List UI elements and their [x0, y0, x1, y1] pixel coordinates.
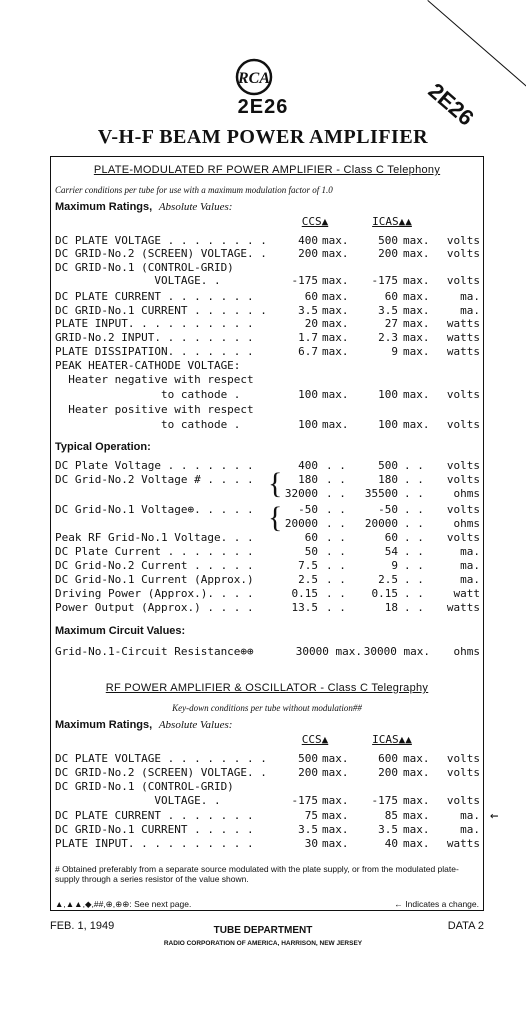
typ-row-unit: volts — [446, 473, 480, 486]
sec1-row-ccs: -175 — [291, 274, 318, 287]
sec1-row-max: max. — [403, 418, 430, 431]
sec2-row-max: max. — [403, 837, 430, 850]
typ-row-dots: . . — [326, 601, 346, 614]
sec1-row-max: max. — [322, 274, 349, 287]
sec1-row-icas: 100 — [378, 418, 398, 431]
sec1-circ-heading: Maximum Circuit Values: — [55, 625, 186, 637]
typ-row-dots: . . — [404, 559, 424, 572]
typ-row-unit: volts — [446, 531, 480, 544]
sec1-row-icas: 60 — [384, 290, 398, 303]
sec1-row-label: PEAK HEATER-CATHODE VOLTAGE: — [55, 359, 241, 372]
typ-row-unit: ma. — [460, 545, 480, 558]
sec2-row-unit: volts — [446, 766, 480, 779]
sec1-row-ccs: 100 — [298, 418, 318, 431]
typ-row-dots: . . — [404, 487, 424, 500]
sec1-row-ccs: 60 — [304, 290, 318, 303]
sec1-col-icas: ICAS▲▲ — [372, 215, 412, 228]
sec1-row-max: max. — [403, 331, 430, 344]
sec2-col-ccs: CCS▲ — [301, 733, 329, 746]
typ-row-label: DC Plate Voltage . . . . . . . — [55, 459, 254, 472]
sec2-row-ccs: 200 — [298, 766, 318, 779]
typ-row-ccs: 7.5 — [298, 559, 318, 572]
sec1-row-max: max. — [322, 234, 349, 247]
typ-row-unit: watt — [453, 587, 480, 600]
typ-row-dots: . . — [326, 487, 346, 500]
typ-row-unit: watts — [446, 601, 480, 614]
typ-row-icas: 0.15 — [371, 587, 398, 600]
sec1-row-unit: volts — [446, 247, 480, 260]
sec1-title: PLATE-MODULATED RF POWER AMPLIFIER - Class C Telephony — [93, 164, 441, 176]
sec2-row-unit: ma. — [460, 823, 480, 836]
typ-row-icas: 35500 — [364, 487, 398, 500]
typ-row-label: DC Grid-No.1 Current (Approx.) — [55, 573, 254, 586]
sec1-row-icas: 9 — [391, 345, 398, 358]
sec1-row-label: PLATE DISSIPATION. . . . . . . — [55, 345, 254, 358]
sec1-row-label: Heater positive with respect — [55, 403, 254, 416]
typ-row-dots: . . — [404, 531, 424, 544]
sec2-row-max: max. — [322, 809, 349, 822]
typ-row-label: DC Grid-No.2 Voltage # . . . . — [55, 473, 254, 486]
sec1-row-max: max. — [403, 274, 430, 287]
sec1-max-heading: Maximum Ratings, Absolute Values: — [55, 201, 233, 213]
sec1-row-max: max. — [322, 304, 349, 317]
sec1-row-max: max. — [322, 247, 349, 260]
sec1-row-max: max. — [403, 304, 430, 317]
sec1-row-unit: watts — [446, 317, 480, 330]
typ-row-ccs: 400 — [298, 459, 318, 472]
typ-row-icas: 9 — [391, 559, 398, 572]
sec1-row-label: DC PLATE CURRENT . . . . . . . — [55, 290, 254, 303]
see-next-note: ▲,▲▲,◆,##,⊕,⊕⊕: See next page. — [55, 899, 192, 909]
corner-line — [427, 0, 526, 93]
typ-row-ccs: 0.15 — [291, 587, 318, 600]
sec2-row-label: DC GRID-No.2 (SCREEN) VOLTAGE. . — [55, 766, 267, 779]
sec2-row-max: max. — [403, 794, 430, 807]
typ-row-ccs: 32000 — [284, 487, 318, 500]
footer-dept: TUBE DEPARTMENT — [213, 925, 313, 936]
sec1-circ-icas: 30000 max. — [363, 645, 430, 658]
sec1-row-ccs: 100 — [298, 388, 318, 401]
typ-row-label: Power Output (Approx.) . . . . — [55, 601, 254, 614]
page-title: V-H-F BEAM POWER AMPLIFIER — [97, 126, 429, 148]
sec1-row-max: max. — [322, 317, 349, 330]
sec2-row-max: max. — [322, 823, 349, 836]
sec2-row-max: max. — [403, 766, 430, 779]
sec2-row-max: max. — [403, 809, 430, 822]
sec1-row-label: to cathode . — [55, 388, 241, 401]
change-note: ← Indicates a change. — [394, 899, 479, 909]
sec2-max-heading: Maximum Ratings, Absolute Values: — [55, 719, 233, 731]
typ-row-dots: . . — [404, 517, 424, 530]
typ-row-icas: 20000 — [364, 517, 398, 530]
sec2-row-max: max. — [322, 752, 349, 765]
typ-row-icas: 2.5 — [378, 573, 398, 586]
typ-row-dots: . . — [404, 545, 424, 558]
sec2-row-ccs: 500 — [298, 752, 318, 765]
sec1-row-ccs: 1.7 — [298, 331, 318, 344]
sec1-row-max: max. — [322, 290, 349, 303]
typ-row-dots: . . — [404, 587, 424, 600]
typ-row-dots: . . — [326, 573, 346, 586]
sec1-row-ccs: 20 — [304, 317, 318, 330]
sec2-row-label: DC GRID-No.1 CURRENT . . . . . — [55, 823, 254, 836]
typ-row-unit: ohms — [453, 487, 480, 500]
sec1-row-icas: 500 — [378, 234, 398, 247]
sec1-row-max: max. — [322, 388, 349, 401]
typ-row-dots: . . — [404, 503, 424, 516]
sec1-row-icas: 200 — [378, 247, 398, 260]
sec1-circ-label: Grid-No.1-Circuit Resistance⊕⊕ — [55, 645, 254, 658]
sec2-col-icas: ICAS▲▲ — [372, 733, 412, 746]
sec2-row-label: PLATE INPUT. . . . . . . . . . — [55, 837, 254, 850]
typ-row-dots: . . — [326, 517, 346, 530]
typ-row-unit: volts — [446, 459, 480, 472]
typ-row-ccs: 20000 — [284, 517, 318, 530]
typ-row-label: Peak RF Grid-No.1 Voltage. . . — [55, 531, 254, 544]
sec1-typ-heading: Typical Operation: — [55, 441, 151, 453]
typ-row-dots: . . — [326, 545, 346, 558]
sec1-row-icas: 27 — [384, 317, 398, 330]
sec2-row-max: max. — [403, 823, 430, 836]
sec1-row-unit: volts — [446, 234, 480, 247]
typ-row-label: DC Grid-No.2 Current . . . . . — [55, 559, 254, 572]
footer-date: FEB. 1, 1949 — [50, 920, 115, 932]
sec2-row-ccs: 3.5 — [298, 823, 318, 836]
typ-row-ccs: -50 — [298, 503, 318, 516]
typ-row-unit: volts — [446, 503, 480, 516]
sec1-row-label: DC GRID-No.1 (CONTROL-GRID) — [55, 261, 234, 274]
tube-id: 2E26 — [237, 96, 289, 118]
typ-row-icas: 500 — [378, 459, 398, 472]
sec1-row-label: GRID-No.2 INPUT. . . . . . . . — [55, 331, 254, 344]
sec2-row-icas: 600 — [378, 752, 398, 765]
sec1-row-max: max. — [403, 234, 430, 247]
sec1-row-unit: watts — [446, 345, 480, 358]
sec1-row-label: DC GRID-No.2 (SCREEN) VOLTAGE. . — [55, 247, 267, 260]
sec2-row-unit: volts — [446, 794, 480, 807]
sec1-row-label: DC GRID-No.1 CURRENT . . . . . . — [55, 304, 267, 317]
sec1-row-label: Heater negative with respect — [55, 373, 254, 386]
typ-row-dots: . . — [404, 601, 424, 614]
brace-1: { — [268, 467, 283, 500]
sec2-row-max: max. — [322, 837, 349, 850]
sec1-row-max: max. — [403, 290, 430, 303]
typ-row-ccs: 60 — [304, 531, 318, 544]
sec1-row-max: max. — [403, 388, 430, 401]
typ-row-icas: 60 — [384, 531, 398, 544]
typ-row-ccs: 180 — [298, 473, 318, 486]
sec1-row-unit: volts — [446, 418, 480, 431]
sec1-row-unit: ma. — [460, 304, 480, 317]
sec1-row-label: DC PLATE VOLTAGE . . . . . . . . — [55, 234, 267, 247]
sec1-row-max: max. — [403, 317, 430, 330]
sec1-row-ccs: 200 — [298, 247, 318, 260]
typ-row-dots: . . — [404, 459, 424, 472]
brace-2: { — [268, 501, 283, 534]
sec1-row-max: max. — [403, 345, 430, 358]
sec1-carrier: Carrier conditions per tube for use with a maximum modulation factor of 1.0 — [55, 185, 333, 195]
sec2-row-max: max. — [322, 794, 349, 807]
typ-row-dots: . . — [326, 559, 346, 572]
sec2-row-icas: 3.5 — [378, 823, 398, 836]
sec1-row-icas: -175 — [371, 274, 398, 287]
typ-row-dots: . . — [404, 573, 424, 586]
sec2-row-ccs: -175 — [291, 794, 318, 807]
sec2-row-label: DC PLATE VOLTAGE . . . . . . . . — [55, 752, 267, 765]
sec1-row-max: max. — [322, 331, 349, 344]
sec1-row-max: max. — [403, 247, 430, 260]
sec2-row-icas: 200 — [378, 766, 398, 779]
typ-row-label: Driving Power (Approx.). . . . — [55, 587, 254, 600]
sec1-row-ccs: 400 — [298, 234, 318, 247]
sec1-col-ccs: CCS▲ — [301, 215, 329, 228]
sec1-row-icas: 100 — [378, 388, 398, 401]
sec1-row-label: VOLTAGE. . — [55, 274, 221, 287]
sec2-row-ccs: 30 — [304, 837, 318, 850]
sec1-circ-unit: ohms — [453, 645, 480, 658]
typ-row-ccs: 50 — [304, 545, 318, 558]
typ-row-icas: 180 — [378, 473, 398, 486]
sec2-row-unit: watts — [446, 837, 480, 850]
typ-row-dots: . . — [326, 473, 346, 486]
sec2-row-label: VOLTAGE. . — [55, 794, 221, 807]
sec1-row-unit: volts — [446, 388, 480, 401]
svg-text:RCA: RCA — [237, 70, 271, 87]
typ-row-dots: . . — [326, 587, 346, 600]
sec2-row-max: max. — [322, 766, 349, 779]
sec1-row-unit: watts — [446, 331, 480, 344]
typ-row-ccs: 2.5 — [298, 573, 318, 586]
typ-row-icas: 18 — [384, 601, 398, 614]
sec2-row-icas: 85 — [384, 809, 398, 822]
sec1-circ-ccs: 30000 max. — [295, 645, 362, 658]
typ-row-dots: . . — [326, 531, 346, 544]
sec2-row-max: max. — [403, 752, 430, 765]
sec1-row-max: max. — [322, 345, 349, 358]
typ-row-unit: ma. — [460, 573, 480, 586]
sec2-key: Key-down conditions per tube without modulation## — [172, 703, 362, 713]
sec1-row-icas: 3.5 — [378, 304, 398, 317]
typ-row-unit: ma. — [460, 559, 480, 572]
typ-row-unit: ohms — [453, 517, 480, 530]
sec2-title: RF POWER AMPLIFIER & OSCILLATOR - Class C Telegraphy — [105, 682, 429, 694]
change-arrow-icon: ← — [490, 808, 499, 824]
sec2-row-ccs: 75 — [304, 809, 318, 822]
typ-row-icas: -50 — [378, 503, 398, 516]
sec2-row-icas: -175 — [371, 794, 398, 807]
typ-row-ccs: 13.5 — [291, 601, 318, 614]
sec2-row-unit: ma. — [460, 809, 480, 822]
rca-logo — [226, 58, 282, 96]
typ-row-dots: . . — [404, 473, 424, 486]
sec1-row-max: max. — [322, 418, 349, 431]
typ-row-dots: . . — [326, 459, 346, 472]
typ-row-icas: 54 — [384, 545, 398, 558]
footnote-hash: # Obtained preferably from a separate source modulated with the plate supply, or from the modulated plate-supply through a series resistor of the value shown. — [55, 864, 459, 884]
typ-row-label: DC Grid-No.1 Voltage⊕. . . . . — [55, 503, 254, 516]
sec2-row-icas: 40 — [384, 837, 398, 850]
footer-data: DATA 2 — [447, 920, 484, 932]
sec1-row-label: PLATE INPUT. . . . . . . . . . — [55, 317, 254, 330]
corner-tube-id: 2E26 — [423, 78, 479, 131]
typ-row-dots: . . — [326, 503, 346, 516]
sec2-row-label: DC PLATE CURRENT . . . . . . . — [55, 809, 254, 822]
sec2-row-unit: volts — [446, 752, 480, 765]
sec2-row-label: DC GRID-No.1 (CONTROL-GRID) — [55, 780, 234, 793]
sec1-row-icas: 2.3 — [378, 331, 398, 344]
sec1-row-label: to cathode . — [55, 418, 241, 431]
typ-row-label: DC Plate Current . . . . . . . — [55, 545, 254, 558]
sec1-row-unit: ma. — [460, 290, 480, 303]
footer-company: RADIO CORPORATION OF AMERICA, HARRISON, NEW JERSEY — [163, 940, 363, 947]
sec1-row-unit: volts — [446, 274, 480, 287]
sec1-row-ccs: 3.5 — [298, 304, 318, 317]
sec1-row-ccs: 6.7 — [298, 345, 318, 358]
